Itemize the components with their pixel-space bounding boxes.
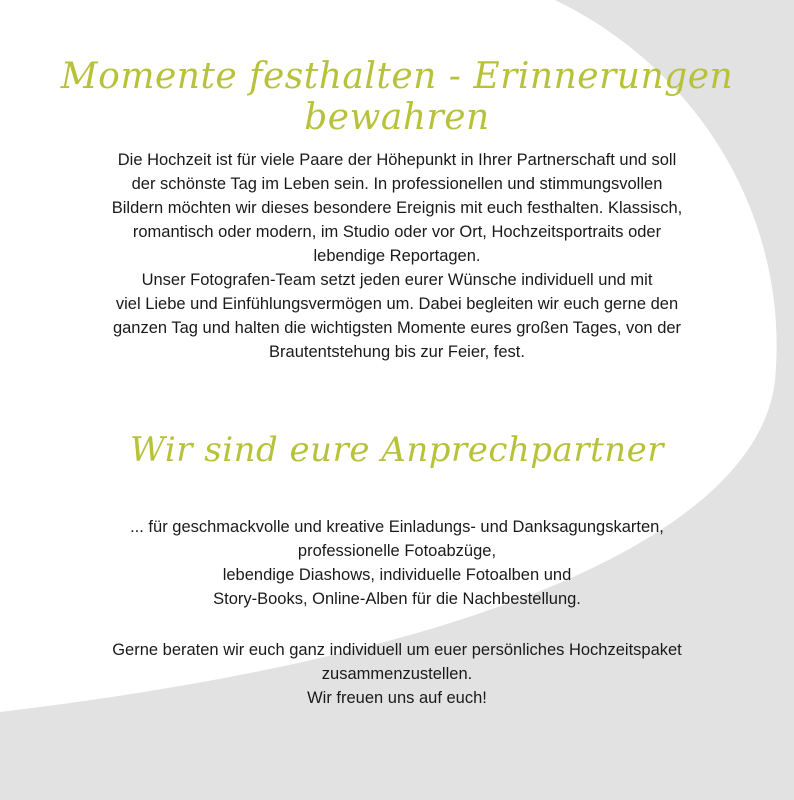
text-line: lebendige Diashows, individuelle Fotoalben und xyxy=(222,566,572,584)
closing-paragraph xyxy=(0,638,794,710)
text-line: Gerne beraten wir euch ganz individuell um euer persönliches Hochzeitspaket xyxy=(112,641,682,659)
text-line: Unser Fotografen-Team setzt jeden eurer Wünsche individuell und mit xyxy=(141,271,653,289)
text-line: Story-Books, Online-Alben für die Nachbestellung. xyxy=(213,590,581,608)
text-line: professionelle Fotoabzüge, xyxy=(297,542,497,560)
text-line: viel Liebe und Einfühlungsvermögen um. Dabei begleiten wir euch gerne den xyxy=(115,295,679,313)
text-line: lebendige Reportagen. xyxy=(313,247,481,265)
services-paragraph xyxy=(0,515,794,611)
text-line: Brautentstehung bis zur Feier, fest. xyxy=(269,343,525,361)
text-line: Die Hochzeit ist für viele Paare der Höhepunkt in Ihrer Partnerschaft und soll xyxy=(117,151,677,169)
text-line: ganzen Tag und halten die wichtigsten Momente eures großen Tages, von der xyxy=(112,319,682,337)
heading-moments: Momente festhalten - Erinnerungen bewahren xyxy=(60,56,734,138)
intro-paragraph xyxy=(0,148,794,364)
text-line: romantisch oder modern, im Studio oder vor Ort, Hochzeitsportraits oder xyxy=(132,223,662,241)
text-line: Wir freuen uns auf euch! xyxy=(307,689,487,707)
heading-contact: Wir sind eure Anprechpartner xyxy=(129,430,665,470)
text-line: Bildern möchten wir dieses besondere Ereignis mit euch festhalten. Klassisch, xyxy=(111,199,683,217)
text-line: der schönste Tag im Leben sein. In professionellen und stimmungsvollen xyxy=(131,175,663,193)
text-line: ... für geschmackvolle und kreative Einladungs- und Danksagungskarten, xyxy=(130,518,664,536)
text-line: zusammenzustellen. xyxy=(321,665,473,683)
